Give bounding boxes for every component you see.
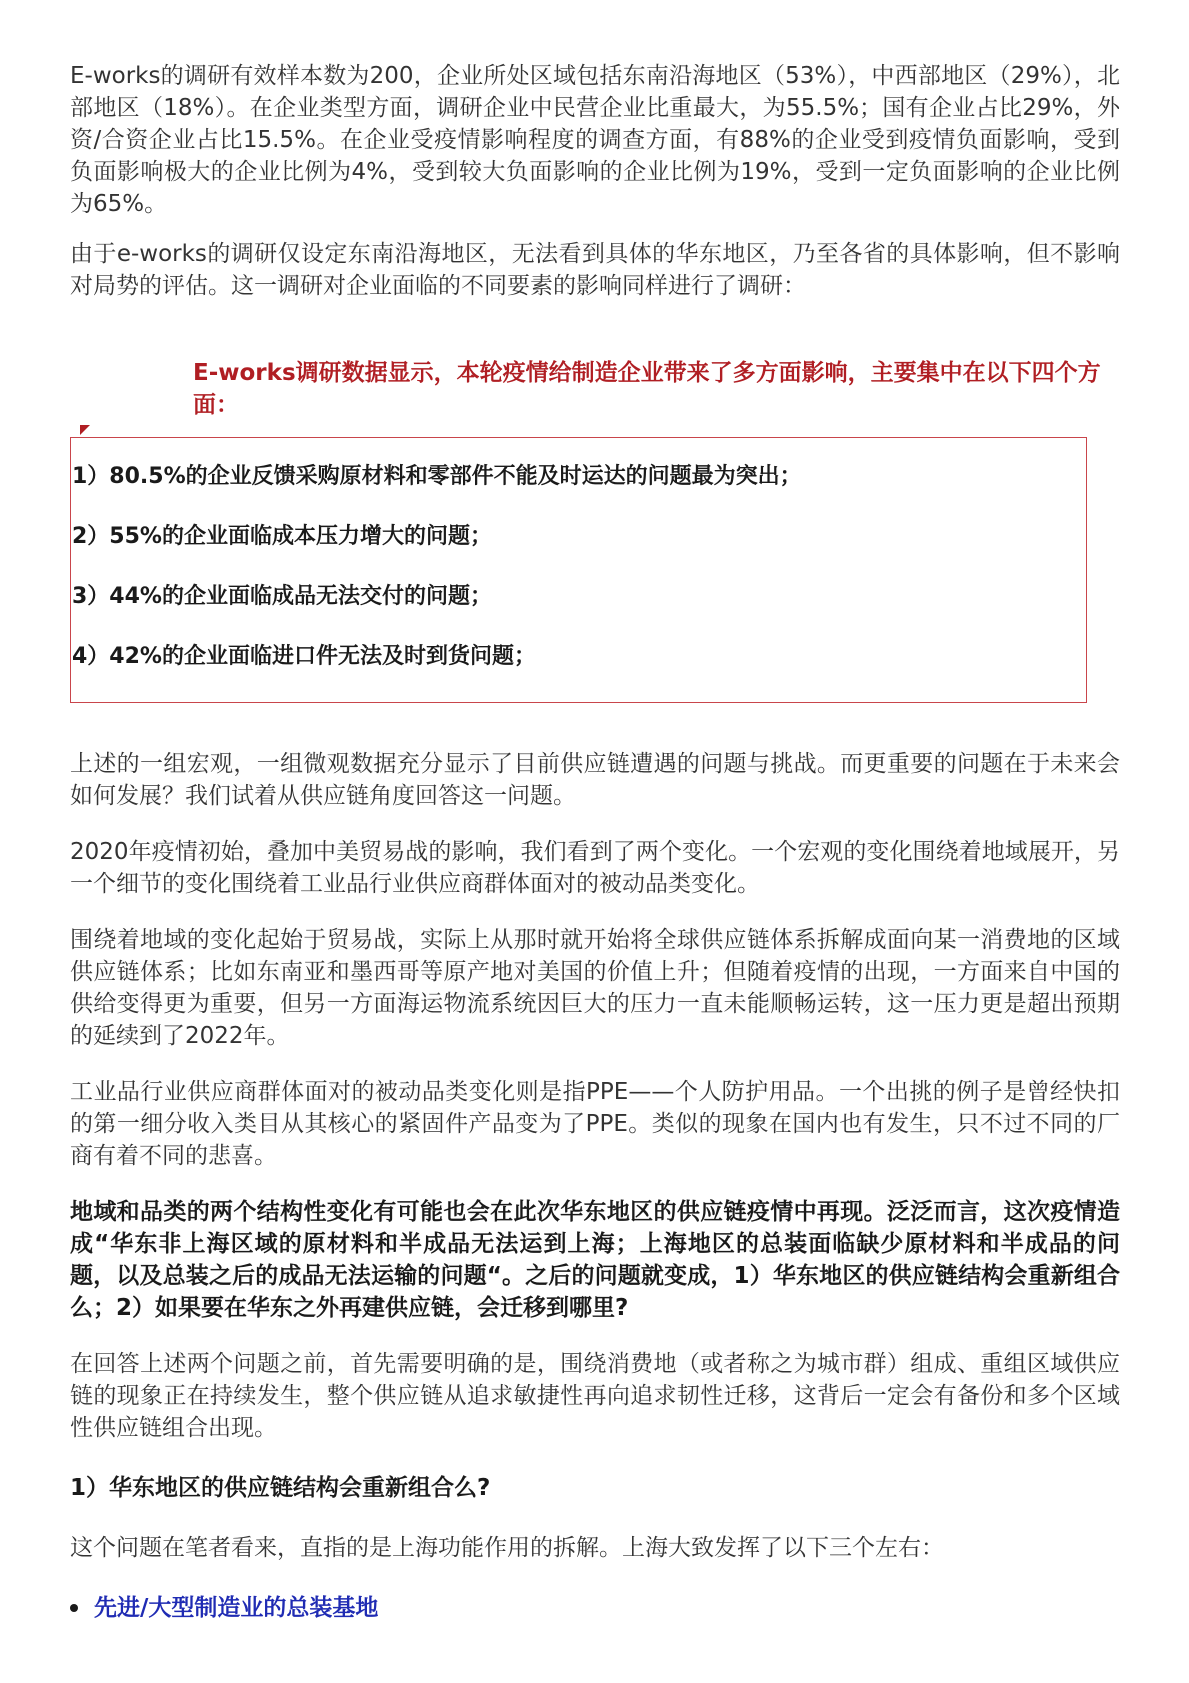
paragraph-resilience: 在回答上述两个问题之前，首先需要明确的是，围绕消费地（或者称之为城市群）组成、重组区域供应链的现象正在持续发生，整个供应链从追求敏捷性再向追求韧性迁移，这背后一定会有备份和多个区域性供应链组合出现。 [70,1351,1120,1441]
callout-item: 1）80.5%的企业反馈采购原材料和零部件不能及时运达的问题最为突出； [72,464,802,489]
callout-item: 4）42%的企业面临进口件无法及时到货问题； [72,644,536,669]
callout-item: 3）44%的企业面临成品无法交付的问题； [72,584,492,609]
paragraph-key-questions: 地域和品类的两个结构性变化有可能也会在此次华东地区的供应链疫情中再现。泛泛而言，这次疫情造成“华东非上海区域的原材料和半成品无法运到上海；上海地区的总装面临缺少原材料和半成品的问题，以及总装之后的成品无法运输的问题“。之后的问题就变成，1）华东地区的供应链结构会重新组合么；2）如果要在华东之外再建供应链，会迁移到哪里? [70,1199,1120,1321]
bullet-list-item [70,1592,378,1624]
bullet-text: 先进/大型制造业的总装基地 [94,1595,379,1621]
paragraph-ppe-change: 工业品行业供应商群体面对的被动品类变化则是指PPE——个人防护用品。一个出挑的例子是曾经快扣的第一细分收入类目从其核心的紧固件产品变为了PPE。类似的现象在国内也有发生，只不过不同的厂商有着不同的悲喜。 [70,1079,1120,1169]
paragraph-regional-change: 围绕着地域的变化起始于贸易战，实际上从那时就开始将全球供应链体系拆解成面向某一消费地的区域供应链体系；比如东南亚和墨西哥等原产地对美国的价值上升；但随着疫情的出现，一方面来自中国的供给变得更为重要，但另一方面海运物流系统因巨大的压力一直未能顺畅运转，这一压力更是超出预期的延续到了2022年。 [70,927,1120,1049]
paragraph-shanghai-role: 这个问题在笔者看来，直指的是上海功能作用的拆解。上海大致发挥了以下三个左右： [70,1535,944,1561]
callout-item: 2）55%的企业面临成本压力增大的问题； [72,524,492,549]
bullet-icon [70,1604,78,1612]
section-title: 1）华东地区的供应链结构会重新组合么? [70,1475,491,1501]
paragraph-survey-scope: 由于e-works的调研仅设定东南沿海地区，无法看到具体的华东地区，乃至各省的具体影响，但不影响对局势的评估。这一调研对企业面临的不同要素的影响同样进行了调研： [70,241,1120,299]
callout-corner-marker-icon [80,425,90,435]
callout-title: E-works调研数据显示，本轮疫情给制造企业带来了多方面影响，主要集中在以下四个方面： [193,360,1101,418]
paragraph-survey-overview: E-works的调研有效样本数为200，企业所处区域包括东南沿海地区（53%），中西部地区（29%），北部地区（18%）。在企业类型方面，调研企业中民营企业比重最大，为55.5%；国有企业占比29%，外资/合资企业占比15.5%。在企业受疫情影响程度的调查方面，有88%的企业受到疫情负面影响，受到负面影响极大的企业比例为4%，受到较大负面影响的企业比例为19%，受到一定负面影响的企业比例为65%。 [70,63,1120,217]
paragraph-challenges: 上述的一组宏观，一组微观数据充分显示了目前供应链遭遇的问题与挑战。而更重要的问题在于未来会如何发展？我们试着从供应链角度回答这一问题。 [70,751,1120,809]
paragraph-two-changes: 2020年疫情初始，叠加中美贸易战的影响，我们看到了两个变化。一个宏观的变化围绕着地域展开，另一个细节的变化围绕着工业品行业供应商群体面对的被动品类变化。 [70,839,1120,897]
